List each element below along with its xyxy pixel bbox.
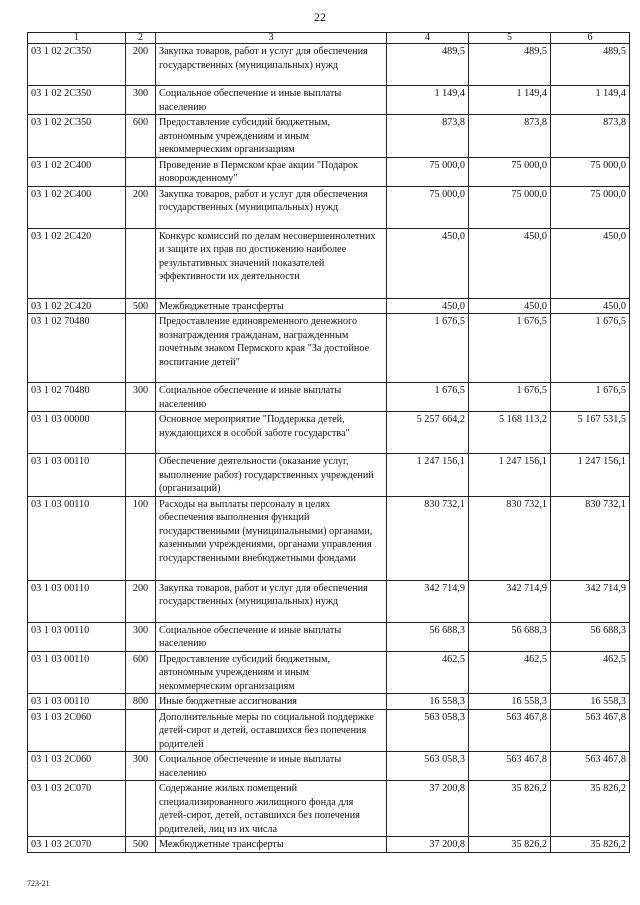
- item-name-cell: Обеспечение деятельности (оказание услуг, выполнение работ) государственных учреждений (организаций): [156, 454, 387, 497]
- item-name-cell: Проведение в Пермском крае акции "Подарок новорожденному": [156, 157, 387, 186]
- item-name-cell: Закупка товаров, работ и услуг для обеспечения государственных (муниципальных) нужд: [156, 44, 387, 86]
- amount-year3-cell: 56 688,3: [551, 622, 630, 651]
- table-row: [28, 314, 630, 383]
- amount-year1-cell: 1 247 156,1: [387, 454, 469, 497]
- expense-type-cell: 300: [126, 752, 156, 781]
- expense-type-cell: [126, 412, 156, 454]
- item-name-cell: Содержание жилых помещений специализированного жилищного фонда для детей-сирот, детей, оставшихся без попечения родителей, лиц из их числа: [156, 781, 387, 837]
- amount-year2-cell: 35 826,2: [469, 837, 551, 853]
- amount-year3-cell: 1 676,5: [551, 383, 630, 412]
- amount-year1-cell: 830 732,1: [387, 496, 469, 580]
- table-row: [28, 115, 630, 158]
- budget-code-cell: 03 1 02 2С400: [28, 186, 126, 228]
- budget-code-cell: 03 1 03 00110: [28, 580, 126, 622]
- table-row: [28, 228, 630, 298]
- item-name-cell: Расходы на выплаты персоналу в целях обеспечения выполнения функций государственными (муниципальными) органами, казенными учреждениями, органами управления государственными внебюджетными фондами: [156, 496, 387, 580]
- budget-code-cell: 03 1 02 70480: [28, 314, 126, 383]
- budget-code-cell: 03 1 02 2С350: [28, 44, 126, 86]
- amount-year3-cell: 1 149,4: [551, 86, 630, 115]
- column-header: 4: [387, 33, 469, 44]
- amount-year1-cell: 5 257 664,2: [387, 412, 469, 454]
- expense-type-cell: [126, 228, 156, 298]
- budget-code-cell: 03 1 02 2С420: [28, 298, 126, 314]
- column-header: 3: [156, 33, 387, 44]
- table-row: [28, 580, 630, 622]
- table-row: [28, 298, 630, 314]
- page-number: 22: [314, 10, 326, 24]
- amount-year2-cell: 342 714,9: [469, 580, 551, 622]
- item-name-cell: Предоставление единовременного денежного вознаграждения гражданам, награжденным почетным знаком Пермского края "За достойное воспитание детей": [156, 314, 387, 383]
- table-row: [28, 709, 630, 752]
- budget-code-cell: 03 1 03 2С070: [28, 837, 126, 853]
- amount-year3-cell: 563 467,8: [551, 709, 630, 752]
- table-row: [28, 781, 630, 837]
- amount-year3-cell: 342 714,9: [551, 580, 630, 622]
- amount-year2-cell: 75 000,0: [469, 157, 551, 186]
- amount-year3-cell: 489,5: [551, 44, 630, 86]
- table-row: [28, 412, 630, 454]
- table-row: [28, 496, 630, 580]
- expense-type-cell: [126, 781, 156, 837]
- amount-year2-cell: 873,8: [469, 115, 551, 158]
- amount-year1-cell: 37 200,8: [387, 837, 469, 853]
- budget-code-cell: 03 1 03 00000: [28, 412, 126, 454]
- amount-year1-cell: 563 058,3: [387, 752, 469, 781]
- amount-year2-cell: 5 168 113,2: [469, 412, 551, 454]
- amount-year1-cell: 489,5: [387, 44, 469, 86]
- amount-year1-cell: 462,5: [387, 651, 469, 694]
- item-name-cell: Закупка товаров, работ и услуг для обеспечения государственных (муниципальных) нужд: [156, 186, 387, 228]
- budget-code-cell: 03 1 02 70480: [28, 383, 126, 412]
- expense-type-cell: 500: [126, 837, 156, 853]
- table-row: [28, 454, 630, 497]
- expense-type-cell: [126, 314, 156, 383]
- table-row: [28, 86, 630, 115]
- expense-type-cell: 500: [126, 298, 156, 314]
- budget-code-cell: 03 1 02 2С350: [28, 86, 126, 115]
- budget-code-cell: 03 1 02 2С400: [28, 157, 126, 186]
- item-name-cell: Межбюджетные трансферты: [156, 837, 387, 853]
- budget-code-cell: 03 1 03 2С060: [28, 709, 126, 752]
- amount-year1-cell: 873,8: [387, 115, 469, 158]
- item-name-cell: Основное мероприятие "Поддержка детей, нуждающихся в особой заботе государства": [156, 412, 387, 454]
- table-row: [28, 44, 630, 86]
- amount-year2-cell: 1 247 156,1: [469, 454, 551, 497]
- item-name-cell: Межбюджетные трансферты: [156, 298, 387, 314]
- item-name-cell: Дополнительные меры по социальной поддержке детей-сирот и детей, оставшихся без попечения родителей: [156, 709, 387, 752]
- item-name-cell: Иные бюджетные ассигнования: [156, 694, 387, 710]
- amount-year2-cell: 56 688,3: [469, 622, 551, 651]
- budget-code-cell: 03 1 02 2С350: [28, 115, 126, 158]
- expense-type-cell: 300: [126, 86, 156, 115]
- amount-year2-cell: 489,5: [469, 44, 551, 86]
- amount-year1-cell: 450,0: [387, 298, 469, 314]
- budget-code-cell: 03 1 03 00110: [28, 622, 126, 651]
- table-row: [28, 622, 630, 651]
- amount-year2-cell: 1 676,5: [469, 314, 551, 383]
- item-name-cell: Социальное обеспечение и иные выплаты населению: [156, 86, 387, 115]
- budget-code-cell: 03 1 03 2С060: [28, 752, 126, 781]
- amount-year3-cell: 5 167 531,5: [551, 412, 630, 454]
- amount-year2-cell: 563 467,8: [469, 752, 551, 781]
- expense-type-cell: 600: [126, 115, 156, 158]
- amount-year3-cell: 35 826,2: [551, 837, 630, 853]
- item-name-cell: Закупка товаров, работ и услуг для обеспечения государственных (муниципальных) нужд: [156, 580, 387, 622]
- amount-year3-cell: 75 000,0: [551, 157, 630, 186]
- table-row: [28, 157, 630, 186]
- expense-type-cell: [126, 709, 156, 752]
- amount-year3-cell: 450,0: [551, 298, 630, 314]
- amount-year3-cell: 462,5: [551, 651, 630, 694]
- column-number-row: [28, 33, 630, 44]
- item-name-cell: Социальное обеспечение и иные выплаты населению: [156, 622, 387, 651]
- amount-year3-cell: 873,8: [551, 115, 630, 158]
- column-header: 6: [551, 33, 630, 44]
- amount-year2-cell: 462,5: [469, 651, 551, 694]
- amount-year2-cell: 1 676,5: [469, 383, 551, 412]
- budget-code-cell: 03 1 03 00110: [28, 454, 126, 497]
- expense-type-cell: 200: [126, 580, 156, 622]
- budget-code-cell: 03 1 02 2С420: [28, 228, 126, 298]
- amount-year2-cell: 563 467,8: [469, 709, 551, 752]
- amount-year2-cell: 1 149,4: [469, 86, 551, 115]
- expense-type-cell: 100: [126, 496, 156, 580]
- budget-table: [27, 32, 630, 853]
- item-name-cell: Социальное обеспечение и иные выплаты населению: [156, 383, 387, 412]
- table-row: [28, 752, 630, 781]
- table-row: [28, 651, 630, 694]
- amount-year3-cell: 35 826,2: [551, 781, 630, 837]
- table-row: [28, 837, 630, 853]
- amount-year2-cell: 450,0: [469, 298, 551, 314]
- item-name-cell: Предоставление субсидий бюджетным, автономным учреждениям и иным некоммерческим организациям: [156, 115, 387, 158]
- table-row: [28, 186, 630, 228]
- amount-year1-cell: 75 000,0: [387, 157, 469, 186]
- amount-year2-cell: 830 732,1: [469, 496, 551, 580]
- amount-year3-cell: 1 247 156,1: [551, 454, 630, 497]
- expense-type-cell: 300: [126, 622, 156, 651]
- item-name-cell: Конкурс комиссий по делам несовершеннолетних и защите их прав по достижению наиболее результативных значений показателей эффективности их деятельности: [156, 228, 387, 298]
- amount-year2-cell: 75 000,0: [469, 186, 551, 228]
- amount-year2-cell: 35 826,2: [469, 781, 551, 837]
- budget-code-cell: 03 1 03 00110: [28, 694, 126, 710]
- budget-code-cell: 03 1 03 00110: [28, 651, 126, 694]
- amount-year3-cell: 1 676,5: [551, 314, 630, 383]
- amount-year1-cell: 450,0: [387, 228, 469, 298]
- expense-type-cell: 600: [126, 651, 156, 694]
- expense-type-cell: [126, 157, 156, 186]
- amount-year1-cell: 16 558,3: [387, 694, 469, 710]
- amount-year1-cell: 563 058,3: [387, 709, 469, 752]
- column-header: 1: [28, 33, 126, 44]
- amount-year2-cell: 16 558,3: [469, 694, 551, 710]
- item-name-cell: Социальное обеспечение и иные выплаты населению: [156, 752, 387, 781]
- amount-year1-cell: 1 676,5: [387, 314, 469, 383]
- expense-type-cell: 800: [126, 694, 156, 710]
- amount-year3-cell: 450,0: [551, 228, 630, 298]
- expense-type-cell: 300: [126, 383, 156, 412]
- expense-type-cell: 200: [126, 44, 156, 86]
- amount-year1-cell: 1 149,4: [387, 86, 469, 115]
- amount-year1-cell: 1 676,5: [387, 383, 469, 412]
- budget-code-cell: 03 1 03 2С070: [28, 781, 126, 837]
- item-name-cell: Предоставление субсидий бюджетным, автономным учреждениям и иным некоммерческим организациям: [156, 651, 387, 694]
- column-header: 5: [469, 33, 551, 44]
- expense-type-cell: 200: [126, 186, 156, 228]
- amount-year1-cell: 37 200,8: [387, 781, 469, 837]
- column-header: 2: [126, 33, 156, 44]
- amount-year3-cell: 830 732,1: [551, 496, 630, 580]
- budget-code-cell: 03 1 03 00110: [28, 496, 126, 580]
- amount-year1-cell: 75 000,0: [387, 186, 469, 228]
- amount-year1-cell: 342 714,9: [387, 580, 469, 622]
- amount-year3-cell: 563 467,8: [551, 752, 630, 781]
- amount-year1-cell: 56 688,3: [387, 622, 469, 651]
- amount-year3-cell: 16 558,3: [551, 694, 630, 710]
- table-row: [28, 383, 630, 412]
- amount-year3-cell: 75 000,0: [551, 186, 630, 228]
- document-code: 723-21: [27, 879, 50, 888]
- table-row: [28, 694, 630, 710]
- expense-type-cell: [126, 454, 156, 497]
- amount-year2-cell: 450,0: [469, 228, 551, 298]
